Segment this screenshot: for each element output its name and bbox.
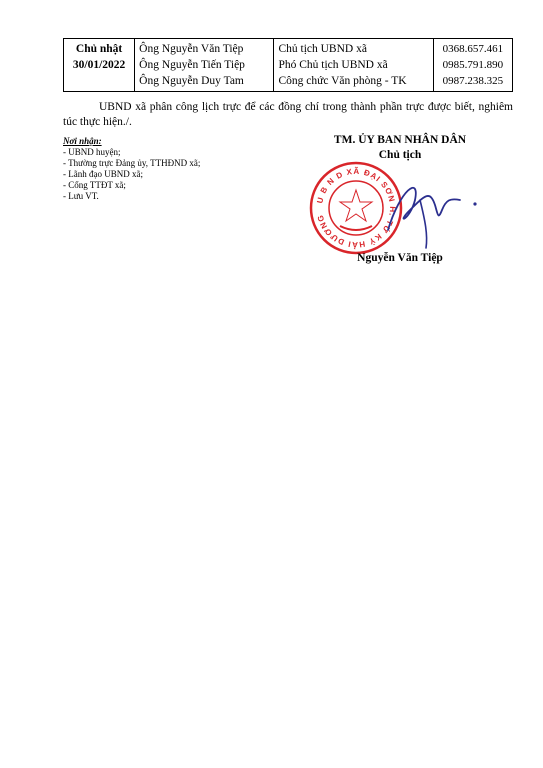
- sign-title: Chủ tịch: [378, 149, 422, 161]
- signer-name: Nguyễn Văn Tiệp: [357, 252, 443, 264]
- recipient-item: - Lãnh đạo UBND xã;: [63, 169, 143, 179]
- day-cell: [64, 39, 135, 92]
- duty-table: [63, 38, 513, 92]
- phones-cell: [433, 39, 512, 92]
- handwritten-signature-icon: [380, 170, 480, 250]
- table-row: [64, 39, 513, 92]
- signature-block: [300, 133, 500, 163]
- duty-person: Ông Nguyễn Duy Tam: [139, 75, 244, 87]
- duty-role: Chủ tịch UBND xã: [278, 43, 367, 55]
- signature-stroke: [420, 200, 427, 248]
- recipient-item: - Cổng TTĐT xã;: [63, 180, 126, 190]
- duty-phone: 0985.791.890: [442, 59, 504, 71]
- recipient-item: - Thường trực Đảng ủy, TTHĐND xã;: [63, 158, 201, 168]
- sign-org: TM. ỦY BAN NHÂN DÂN: [333, 134, 467, 146]
- duty-phone: 0368.657.461: [442, 43, 504, 55]
- recipients-block: [63, 136, 200, 202]
- seal-gear: [340, 226, 372, 230]
- duty-person: Ông Nguyễn Văn Tiệp: [139, 43, 244, 55]
- recipient-item: - Lưu VT.: [63, 191, 99, 201]
- notice-paragraph: UBND xã phân công lịch trực để các đồng chí trong thành phần trực được biết, nghiêm túc thực hiện./.: [63, 101, 513, 128]
- seal-star: [340, 190, 372, 221]
- duty-role: Công chức Văn phòng - TK: [278, 75, 407, 87]
- duty-date: 30/01/2022: [72, 59, 126, 71]
- signature-dot: [473, 202, 476, 205]
- signature-stroke: [388, 188, 460, 230]
- day-label: Chủ nhật: [75, 43, 123, 55]
- recipient-item: - UBND huyện;: [63, 147, 121, 157]
- duty-phone: 0987.238.325: [442, 75, 504, 87]
- duty-role: Phó Chủ tịch UBND xã: [278, 59, 388, 71]
- recipients-title: Nơi nhận:: [63, 136, 102, 146]
- roles-cell: [274, 39, 433, 92]
- names-cell: [135, 39, 274, 92]
- seal-text: U B N D XÃ ĐẠI SƠN H. TỨ KỲ HẢI DƯƠNG: [315, 166, 398, 250]
- duty-person: Ông Nguyễn Tiến Tiệp: [139, 59, 245, 71]
